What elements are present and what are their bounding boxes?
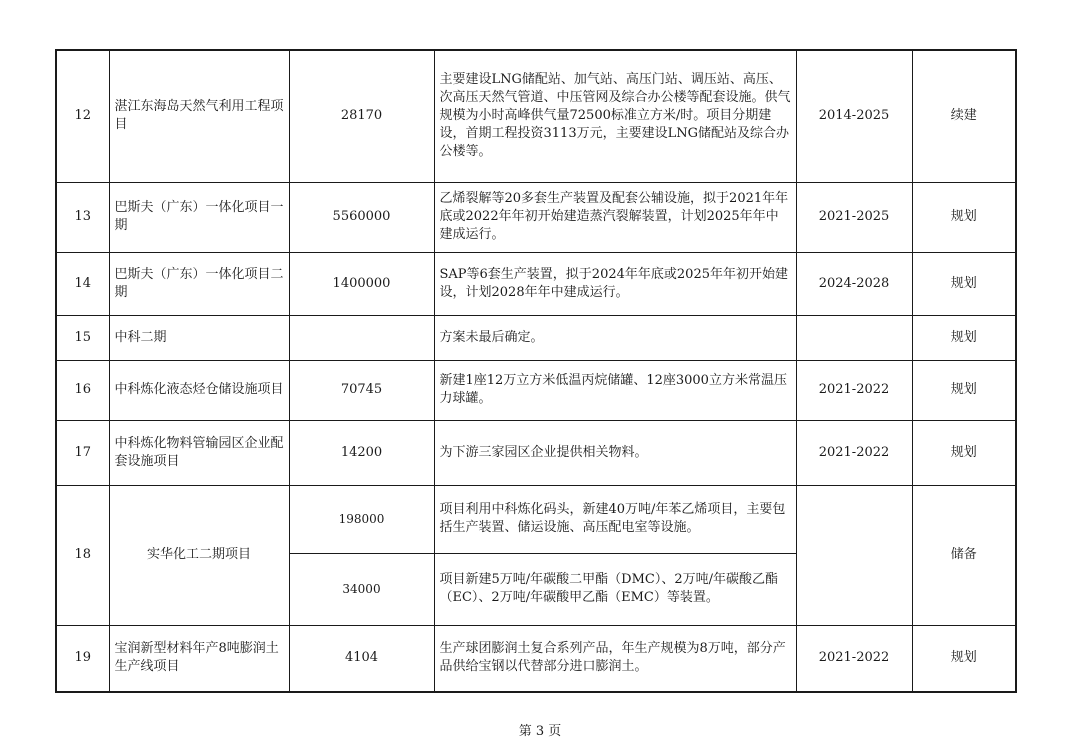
investment-value [289,315,434,360]
project-status: 续建 [912,50,1016,182]
construction-period: 2024-2028 [796,252,912,315]
row-number: 17 [56,420,109,485]
project-description: 方案未最后确定。 [434,315,796,360]
project-name: 中科炼化液态烃仓储设施项目 [109,360,289,420]
investment-value: 1400000 [289,252,434,315]
project-name: 实华化工二期项目 [109,485,289,625]
project-name: 湛江东海岛天然气利用工程项目 [109,50,289,182]
investment-value: 14200 [289,420,434,485]
project-status: 规划 [912,252,1016,315]
project-name: 巴斯夫（广东）一体化项目二期 [109,252,289,315]
project-description: 项目新建5万吨/年碳酸二甲酯（DMC）、2万吨/年碳酸乙酯（EC）、2万吨/年碳酸甲乙酯（EMC）等装置。 [434,553,796,625]
project-status: 规划 [912,420,1016,485]
table-row [56,485,1016,553]
project-status: 规划 [912,360,1016,420]
investment-value: 28170 [289,50,434,182]
project-description: 项目利用中科炼化码头，新建40万吨/年苯乙烯项目，主要包括生产装置、储运设施、高压配电室等设施。 [434,485,796,553]
row-number: 13 [56,182,109,252]
projects-table [55,49,1017,693]
row-number: 16 [56,360,109,420]
table-row [56,625,1016,692]
table-row [56,252,1016,315]
project-name: 宝润新型材料年产8吨膨润土生产线项目 [109,625,289,692]
page-number: 第 3 页 [518,724,562,739]
project-description: 新建1座12万立方米低温丙烷储罐、12座3000立方米常温压力球罐。 [434,360,796,420]
row-number: 15 [56,315,109,360]
investment-value: 5560000 [289,182,434,252]
project-name: 中科炼化物料管输园区企业配套设施项目 [109,420,289,485]
construction-period: 2021-2025 [796,182,912,252]
project-description: 生产球团膨润土复合系列产品，年生产规模为8万吨，部分产品供给宝钢以代替部分进口膨润土。 [434,625,796,692]
project-status: 储备 [912,485,1016,625]
investment-value: 70745 [289,360,434,420]
project-status: 规划 [912,625,1016,692]
construction-period: 2021-2022 [796,360,912,420]
project-description: SAP等6套生产装置，拟于2024年年底或2025年年初开始建设，计划2028年年中建成运行。 [434,252,796,315]
table-row [56,360,1016,420]
investment-value: 198000 [289,485,434,553]
row-number: 12 [56,50,109,182]
project-status: 规划 [912,315,1016,360]
table-row [56,315,1016,360]
project-description: 乙烯裂解等20多套生产装置及配套公辅设施，拟于2021年年底或2022年年初开始建造蒸汽裂解装置，计划2025年年中建成运行。 [434,182,796,252]
investment-value: 4104 [289,625,434,692]
table-row [56,420,1016,485]
table-row [56,50,1016,182]
construction-period: 2014-2025 [796,50,912,182]
project-name: 巴斯夫（广东）一体化项目一期 [109,182,289,252]
construction-period: 2021-2022 [796,625,912,692]
row-number: 18 [56,485,109,625]
construction-period: 2021-2022 [796,420,912,485]
row-number: 19 [56,625,109,692]
project-description: 主要建设LNG储配站、加气站、高压门站、调压站、高压、次高压天然气管道、中压管网及综合办公楼等配套设施。供气规模为小时高峰供气量72500标准立方米/时。项目分期建设，首期工程投资3113万元，主要建设LNG储配站及综合办公楼等。 [434,50,796,182]
row-number: 14 [56,252,109,315]
table-row [56,182,1016,252]
construction-period [796,315,912,360]
investment-value: 34000 [289,553,434,625]
project-description: 为下游三家园区企业提供相关物料。 [434,420,796,485]
project-name: 中科二期 [109,315,289,360]
construction-period [796,485,912,625]
project-status: 规划 [912,182,1016,252]
